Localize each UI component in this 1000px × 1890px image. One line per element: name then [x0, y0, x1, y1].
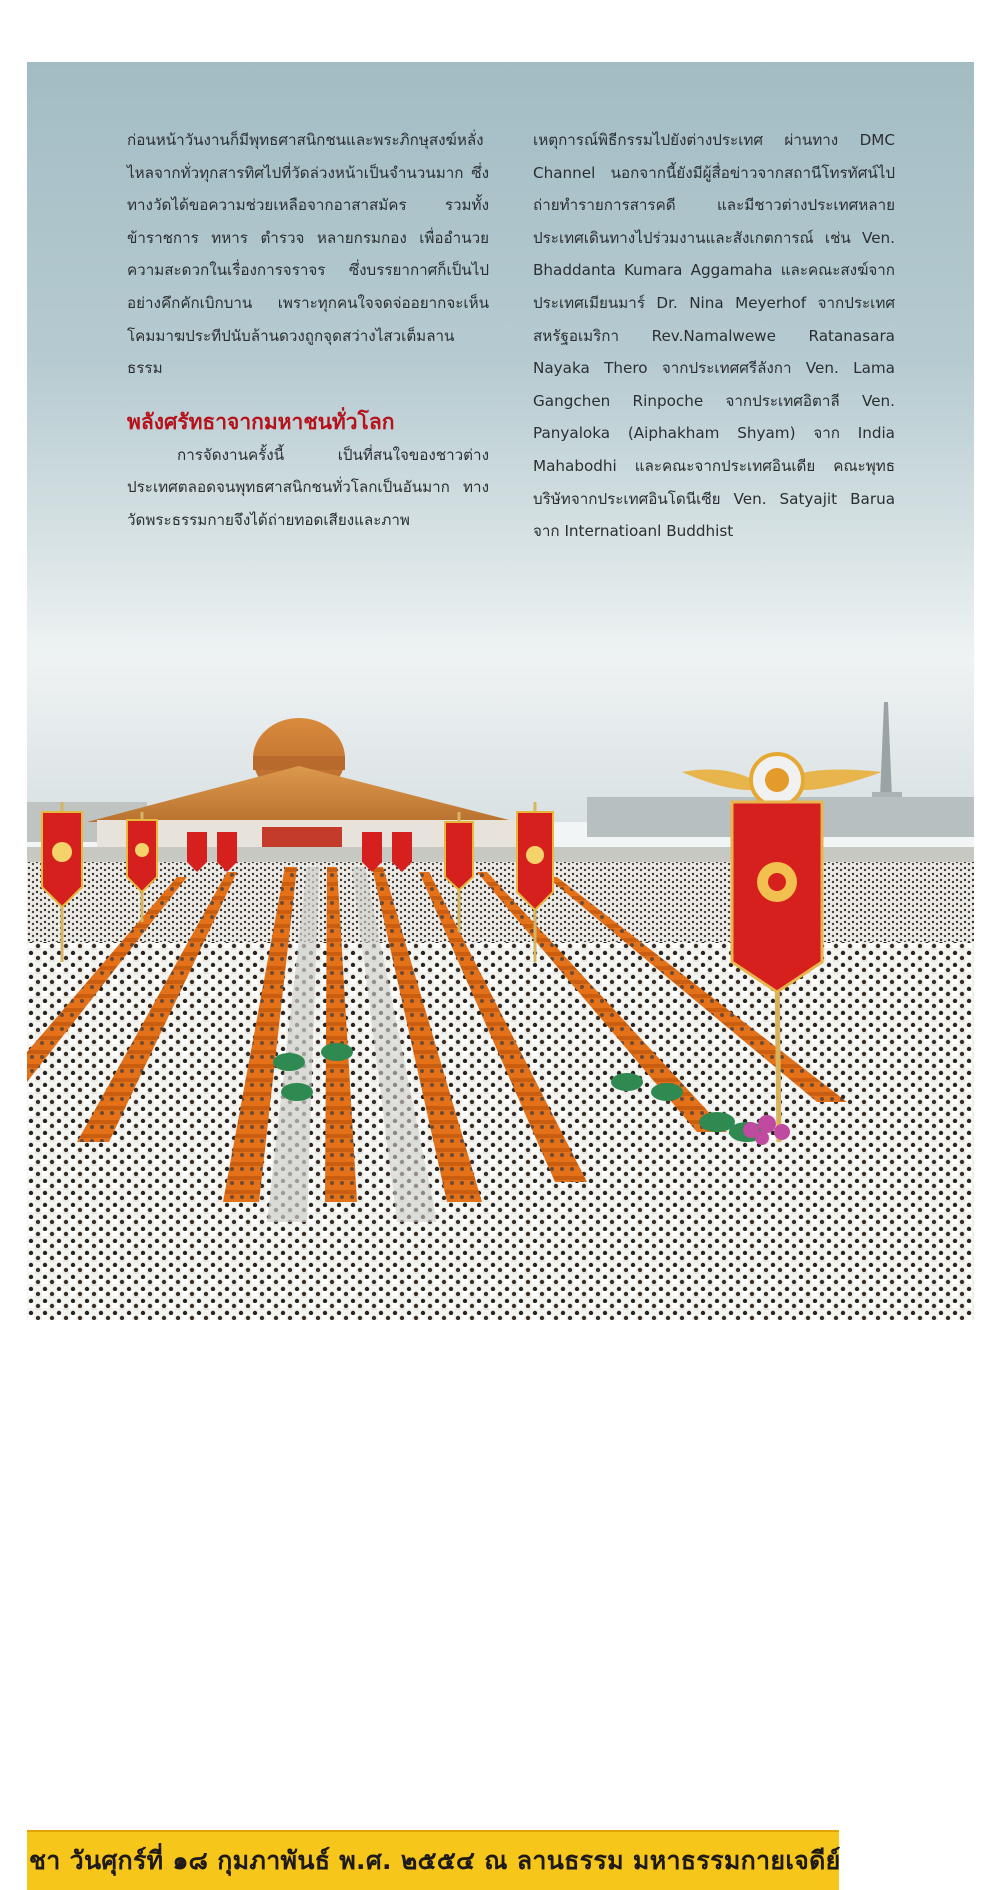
event-banner: [27, 1830, 839, 1890]
left-paragraph-1: ก่อนหน้าวันงานก็มีพุทธศาสนิกชนและพระภิกษุสงฆ์หลั่งไหลจากทั่วทุกสารทิศไปที่วัดล่วงหน้าเป็นจำนวนมาก ซึ่งทางวัดได้ขอความช่วยเหลือจากอาสาสมัคร รวมทั้งข้าราชการ ทหาร ตำรวจ หลายกรมกอง เพื่ออำนวยความสะดวกในเรื่องการจราจร ซึ่งบรรยากาศก็เป็นไปอย่างคึกคักเบิกบาน เพราะทุกคนใจจดจ่ออยากจะเห็นโคมมาฆประทีปนับล้านดวงถูกจุดสว่างไสวเต็มลานธรรม: [127, 131, 489, 378]
left-column: [127, 124, 489, 537]
banner-text: ชา วันศุกร์ที่ ๑๘ กุมภาพันธ์ พ.ศ. ๒๕๕๔ ณ ลานธรรม มหาธรรมกายเจดีย์: [29, 1846, 841, 1875]
magazine-page: [27, 62, 974, 1875]
right-paragraph: เหตุการณ์พิธีกรรมไปยังต่างประเทศ ผ่านทาง DMC Channel นอกจากนี้ยังมีผู้สื่อข่าวจากสถานีโทรทัศน์ไปถ่ายทำรายการสารคดี และมีชาวต่างประเทศหลายประเทศเดินทางไปร่วมงานและสังเกตการณ์ เช่น Ven. Bhaddanta Kumara Aggamaha และคณะสงฆ์จากประเทศเมียนมาร์ Dr. Nina Meyerhof จากประเทศสหรัฐอเมริกา Rev.Namalwewe Ratanasara Nayaka Thero จากประเทศศรีลังกา Ven. Lama Gangchen Rinpoche จากประเทศอิตาลี Ven. Panyaloka (Aiphakham Shyam) จาก India Mahabodhi และคณะจากประเทศอินเดีย คณะพุทธบริษัทจากประเทศอินโดนีเซีย Ven. Satyajit Barua จาก Internatioanl Buddhist: [533, 131, 895, 541]
left-paragraph-2: การจัดงานครั้งนี้ เป็นที่สนใจของชาวต่างประเทศตลอดจนพุทธศาสนิกชนทั่วโลกเป็นอันมาก ทางวัดพระธรรมกายจึงได้ถ่ายทอดเสียงและภาพ: [127, 445, 489, 529]
right-column: [533, 124, 895, 548]
section-heading: พลังศรัทธาจากมหาชนทั่วโลก: [127, 409, 395, 434]
ceremony-illustration: [27, 662, 974, 1320]
ceremony-photo: [27, 662, 974, 1875]
